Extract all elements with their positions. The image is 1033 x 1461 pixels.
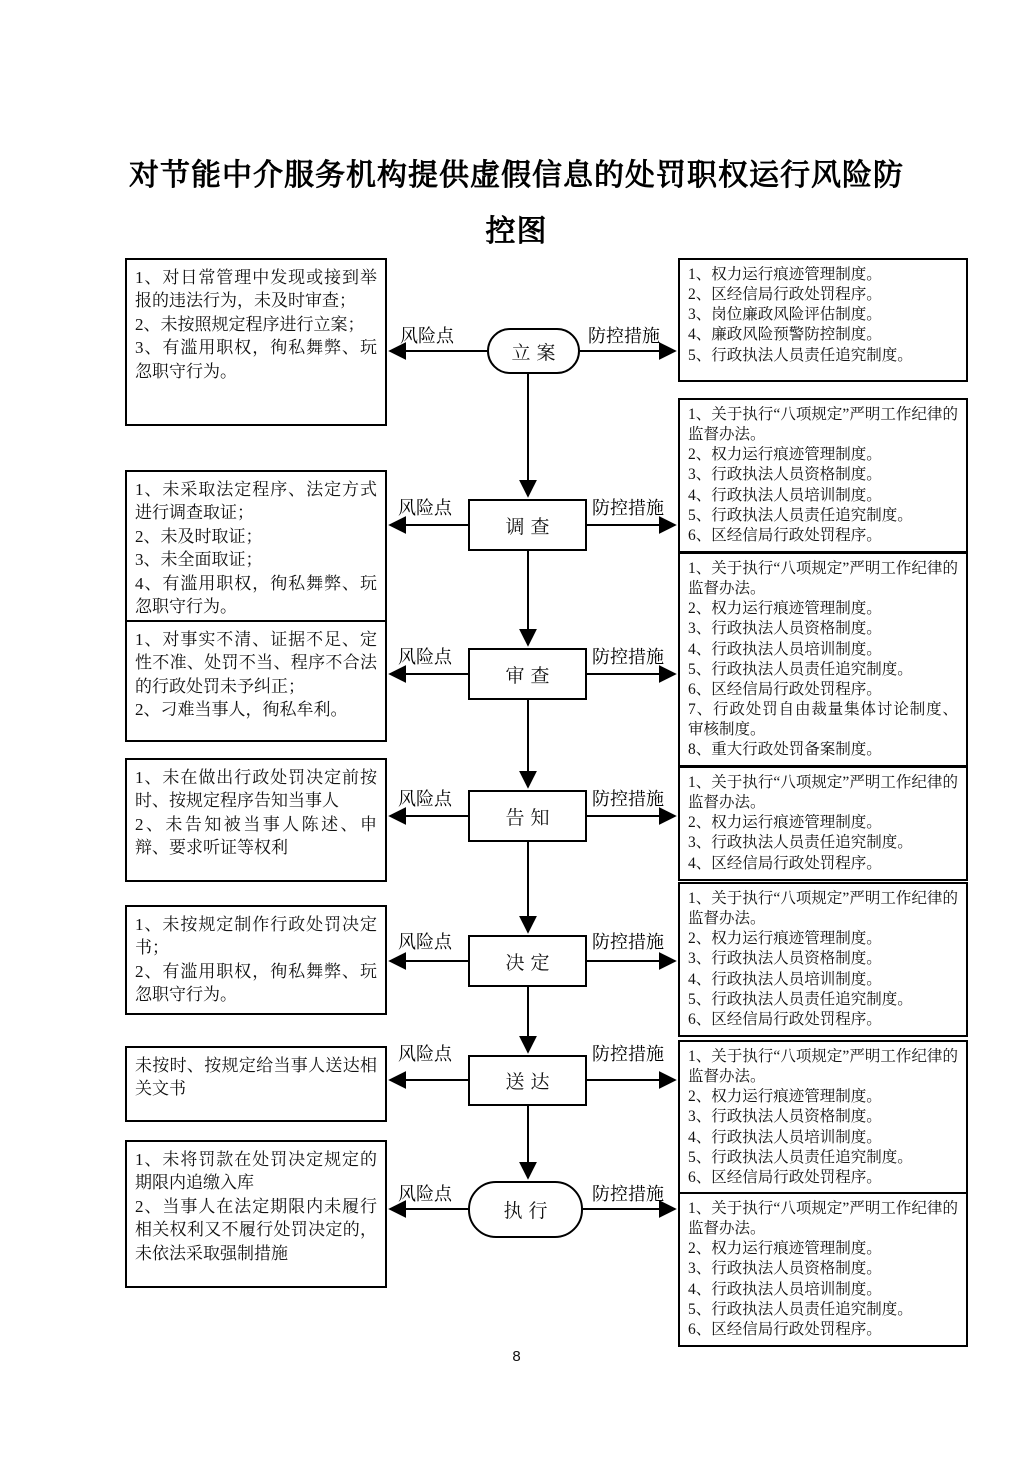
control-item: 5、行政执法人员责任追究制度。 bbox=[688, 506, 913, 524]
control-item: 5、行政执法人员责任追究制度。 bbox=[688, 990, 913, 1008]
control-item: 5、行政执法人员责任追究制度。 bbox=[688, 660, 913, 678]
control-box-notification bbox=[678, 766, 968, 881]
risk-item: 未按时、按规定给当事人送达相关文书 bbox=[135, 1056, 377, 1099]
risk-item: 1、未将罚款在处罚决定规定的期限内追缴入库 bbox=[135, 1150, 377, 1193]
control-item: 4、区经信局行政处罚程序。 bbox=[688, 854, 882, 872]
risk-item: 1、未按规定制作行政处罚决定书； bbox=[135, 915, 377, 958]
control-item: 1、权力运行痕迹管理制度。 bbox=[688, 266, 882, 283]
risk-point-label: 风险点 bbox=[398, 789, 452, 809]
risk-box-decision bbox=[125, 905, 387, 1015]
control-box-decision bbox=[678, 882, 968, 1037]
risk-point-label: 风险点 bbox=[398, 498, 452, 518]
risk-item: 2、刁难当事人，徇私牟利。 bbox=[135, 700, 348, 720]
control-box-investigation bbox=[678, 398, 968, 553]
risk-box-execution bbox=[125, 1140, 387, 1288]
risk-point-label: 风险点 bbox=[398, 1184, 452, 1204]
control-item: 2、权力运行痕迹管理制度。 bbox=[688, 1240, 882, 1258]
control-item: 4、行政执法人员培训制度。 bbox=[688, 1128, 882, 1146]
control-item: 3、岗位廉政风险评估制度。 bbox=[688, 306, 882, 324]
control-item: 7、行政处罚自由裁量集体讨论制度、审核制度。 bbox=[688, 700, 958, 739]
page-number: 8 bbox=[512, 1348, 521, 1365]
risk-box-delivery bbox=[125, 1046, 387, 1122]
risk-item: 2、当事人在法定期限内未履行相关权利又不履行处罚决定的，未依法采取强制措施 bbox=[135, 1196, 377, 1263]
control-item: 1、关于执行“八项规定”严明工作纪律的监督办法。 bbox=[688, 560, 958, 598]
control-box-delivery bbox=[678, 1040, 968, 1195]
control-item: 6、区经信局行政处罚程序。 bbox=[688, 1010, 882, 1028]
control-item: 2、权力运行痕迹管理制度。 bbox=[688, 446, 882, 464]
risk-point-label: 风险点 bbox=[398, 932, 452, 952]
page-title-line-1: 对节能中介服务机构提供虚假信息的处罚职权运行风险防 bbox=[129, 159, 904, 192]
control-measures-label: 防控措施 bbox=[588, 326, 660, 346]
control-item: 1、关于执行“八项规定”严明工作纪律的监督办法。 bbox=[688, 1200, 958, 1238]
control-box-execution bbox=[678, 1192, 968, 1347]
control-item: 4、廉政风险预警防控制度。 bbox=[688, 326, 882, 344]
risk-point-label: 风险点 bbox=[400, 326, 454, 346]
control-box-review bbox=[678, 552, 968, 767]
control-item: 2、权力运行痕迹管理制度。 bbox=[688, 1088, 882, 1106]
page-title-line-2: 控图 bbox=[485, 214, 548, 248]
control-item: 3、行政执法人员责任追究制度。 bbox=[688, 834, 913, 852]
risk-box-investigation bbox=[125, 470, 387, 627]
flow-node-decision: 决定 bbox=[468, 935, 587, 987]
control-item: 6、区经信局行政处罚程序。 bbox=[688, 1320, 882, 1338]
risk-point-label: 风险点 bbox=[398, 647, 452, 667]
control-item: 2、权力运行痕迹管理制度。 bbox=[688, 600, 882, 618]
risk-box-notification bbox=[125, 758, 387, 882]
control-box-filing bbox=[678, 258, 968, 382]
control-item: 3、行政执法人员资格制度。 bbox=[688, 466, 882, 484]
risk-item: 2、未告知被当事人陈述、申辩、要求听证等权利 bbox=[135, 814, 377, 858]
control-item: 3、行政执法人员资格制度。 bbox=[688, 950, 882, 968]
control-measures-label: 防控措施 bbox=[592, 1184, 664, 1204]
risk-item: 3、有滥用职权，徇私舞弊、玩忽职守行为。 bbox=[135, 338, 377, 381]
control-item: 6、区经信局行政处罚程序。 bbox=[688, 1168, 882, 1186]
control-item: 5、行政执法人员责任追究制度。 bbox=[688, 1148, 913, 1166]
control-item: 3、行政执法人员资格制度。 bbox=[688, 620, 882, 638]
flow-node-execution: 执行 bbox=[468, 1181, 583, 1238]
risk-point-label: 风险点 bbox=[398, 1044, 452, 1064]
control-measures-label: 防控措施 bbox=[592, 647, 664, 667]
risk-item: 3、未全面取证； bbox=[135, 550, 263, 570]
control-item: 4、行政执法人员培训制度。 bbox=[688, 970, 882, 988]
flow-node-investigation: 调查 bbox=[468, 499, 587, 551]
control-item: 4、行政执法人员培训制度。 bbox=[688, 640, 882, 658]
control-item: 2、区经信局行政处罚程序。 bbox=[688, 286, 882, 304]
risk-item: 1、未在做出行政处罚决定前按时、按规定程序告知当事人 bbox=[135, 768, 377, 811]
flow-node-filing: 立案 bbox=[487, 328, 580, 374]
control-item: 2、权力运行痕迹管理制度。 bbox=[688, 814, 882, 832]
flow-node-notification: 告知 bbox=[468, 790, 587, 842]
flow-node-delivery: 送达 bbox=[468, 1055, 587, 1106]
control-item: 6、区经信局行政处罚程序。 bbox=[688, 680, 882, 698]
risk-box-filing bbox=[125, 258, 387, 426]
control-item: 1、关于执行“八项规定”严明工作纪律的监督办法。 bbox=[688, 1048, 958, 1086]
risk-box-review bbox=[125, 620, 387, 742]
control-item: 5、行政执法人员责任追究制度。 bbox=[688, 1300, 913, 1318]
risk-item: 2、未按照规定程序进行立案； bbox=[135, 314, 365, 334]
control-measures-label: 防控措施 bbox=[592, 1044, 664, 1064]
control-item: 5、行政执法人员责任追究制度。 bbox=[688, 346, 913, 364]
control-item: 4、行政执法人员培训制度。 bbox=[688, 486, 882, 504]
control-item: 1、关于执行“八项规定”严明工作纪律的监督办法。 bbox=[688, 406, 958, 444]
control-measures-label: 防控措施 bbox=[592, 932, 664, 952]
control-item: 3、行政执法人员资格制度。 bbox=[688, 1260, 882, 1278]
risk-item: 2、有滥用职权，徇私舞弊、玩忽职守行为。 bbox=[135, 961, 377, 1005]
risk-item: 2、未及时取证； bbox=[135, 526, 263, 546]
control-measures-label: 防控措施 bbox=[592, 789, 664, 809]
control-item: 4、行政执法人员培训制度。 bbox=[688, 1280, 882, 1298]
risk-item: 1、对事实不清、证据不足、定性不准、处罚不当、程序不合法的行政处罚未予纠正； bbox=[135, 630, 377, 696]
flow-node-review: 审查 bbox=[468, 648, 587, 700]
control-item: 2、权力运行痕迹管理制度。 bbox=[688, 930, 882, 948]
risk-item: 4、有滥用职权，徇私舞弊、玩忽职守行为。 bbox=[135, 573, 377, 617]
control-item: 1、关于执行“八项规定”严明工作纪律的监督办法。 bbox=[688, 890, 958, 928]
control-measures-label: 防控措施 bbox=[592, 498, 664, 518]
risk-item: 1、未采取法定程序、法定方式进行调查取证； bbox=[135, 480, 377, 523]
control-item: 1、关于执行“八项规定”严明工作纪律的监督办法。 bbox=[688, 774, 958, 812]
control-item: 6、区经信局行政处罚程序。 bbox=[688, 526, 882, 544]
control-item: 8、重大行政处罚备案制度。 bbox=[688, 741, 882, 759]
control-item: 3、行政执法人员资格制度。 bbox=[688, 1108, 882, 1126]
risk-item: 1、对日常管理中发现或接到举报的违法行为，未及时审查； bbox=[135, 268, 377, 311]
